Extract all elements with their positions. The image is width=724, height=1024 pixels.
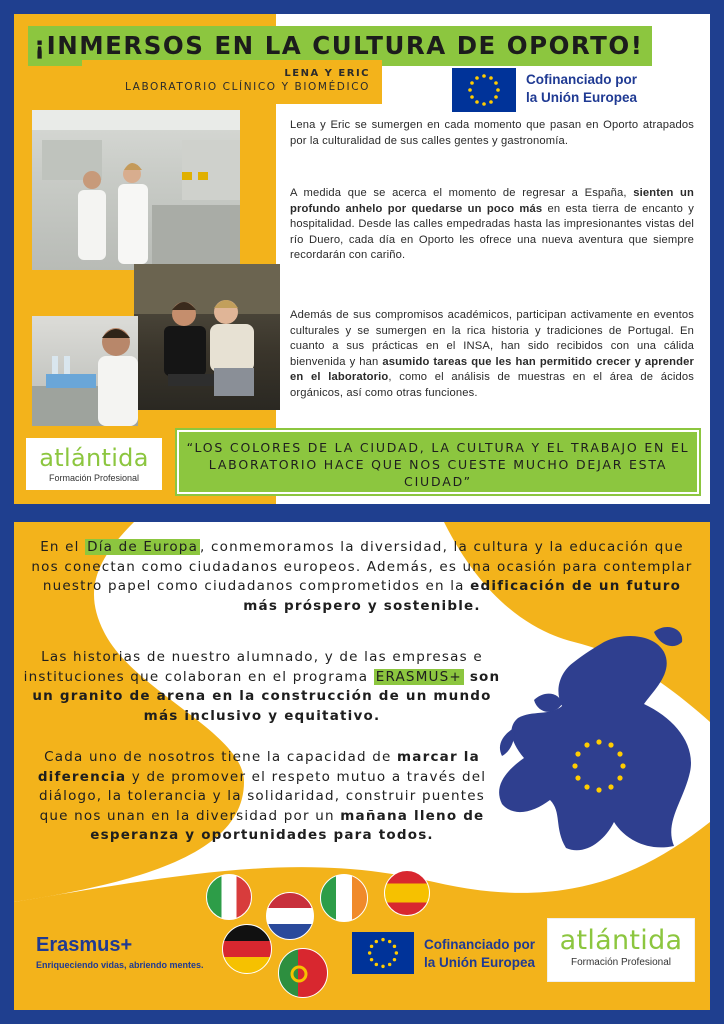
erasmus-highlight: ERASMUS+ [375,668,462,685]
bottom-panel [14,522,710,1010]
page-title: ¡INMERSOS EN LA CULTURA DE OPORTO! [34,31,644,60]
europe-map-icon [499,627,691,850]
paragraph-difference: Cada uno de nosotros tiene la capacidad de marcar la diferencia y de promover el respeto mutuo a través del diálogo, la tolerancia y la solidaridad, construir puentes que nos unan en la diversidad por un mañana lleno de esperanza y oportunidades para todos. [37,749,487,843]
department-name: LABORATORIO CLÍNICO Y BIOMÉDICO [124,81,370,93]
eu-cofunded-badge-bottom [352,932,552,976]
italy-flag-icon [206,874,252,920]
portugal-flag-icon [278,948,328,998]
lab-work-photo [32,316,138,426]
germany-flag-icon [222,924,272,974]
quote-box: “LOS COLORES DE LA CIUDAD, LA CULTURA Y EL TRABAJO EN EL LABORATORIO HACE QUE NOS CUESTE MUCHO DEJAR ESTA CIUDAD” [177,430,699,494]
eu-cofunded-text: Cofinanciado por la Unión Europea [526,72,638,105]
friends-photo [134,264,280,410]
eu-flag-icon [452,68,516,112]
top-panel [14,14,710,504]
paragraph-erasmus: Las historias de nuestro alumnado, y de las empresas e instituciones que colaboran en el programa ERASMUS+ son un granito de arena en la construcción de un mundo más inclusivo y equitativo. [23,649,501,724]
netherlands-flag-icon [266,892,314,940]
erasmus-logo: Erasmus+ Enriqueciendo vidas, abriendo mentes. [36,934,204,970]
paragraph-return: A medida que se acerca el momento de regresar a España, sienten un profundo anhelo por quedarse un poco más en esta tierra de encanto y hospitalidad. Desde las calles empedradas hasta las impresionantes vistas del río Duero, cada día en Oporto les ofrece una nueva aventura que siempre recordarán con cariño. [290,187,694,262]
atlantida-logo: atlántida Formación Profesional [26,438,162,490]
paragraph-intro: Lena y Eric se sumergen en cada momento que pasan en Oporto atrapados por la culturalidad de sus calles gentes y gastronomía. [290,119,694,147]
student-names: LENA Y ERIC [284,68,370,79]
paragraph-internship: Además de sus compromisos académicos, participan activamente en eventos culturales y se sumergen en la rica historia y tradiciones de Portugal. En cuanto a sus prácticas en el INSA, han sido recibidos con una cálida bienvenida y han asumido tareas que les han permitido crecer y aprender en el laboratorio, como el análisis de muestras en el área de ácidos orgánicos, así como otras funciones. [290,309,694,399]
paragraph-europe-day: En el Día de Europa , conmemoramos la diversidad, la cultura y la educación que nos conectan como ciudadanos europeos. Además, es una ocasión para contemplar nuestro papel como ciudadanos comprometidos en la edificación de un futuro más próspero y sostenible. [31,539,693,614]
eu-cofunded-text: Cofinanciado por la Unión Europea [424,937,536,970]
atlantida-logo-bottom: atlántida Formación Profesional [548,919,694,981]
europe-day-highlight: Día de Europa [87,539,199,555]
spain-flag-icon [384,870,430,916]
ireland-flag-icon [320,874,368,922]
student-names-box [82,60,382,104]
eu-cofunded-badge [452,68,652,112]
lab-photo [32,110,240,270]
photo-collage [32,110,280,426]
eu-flag-icon [352,932,414,974]
